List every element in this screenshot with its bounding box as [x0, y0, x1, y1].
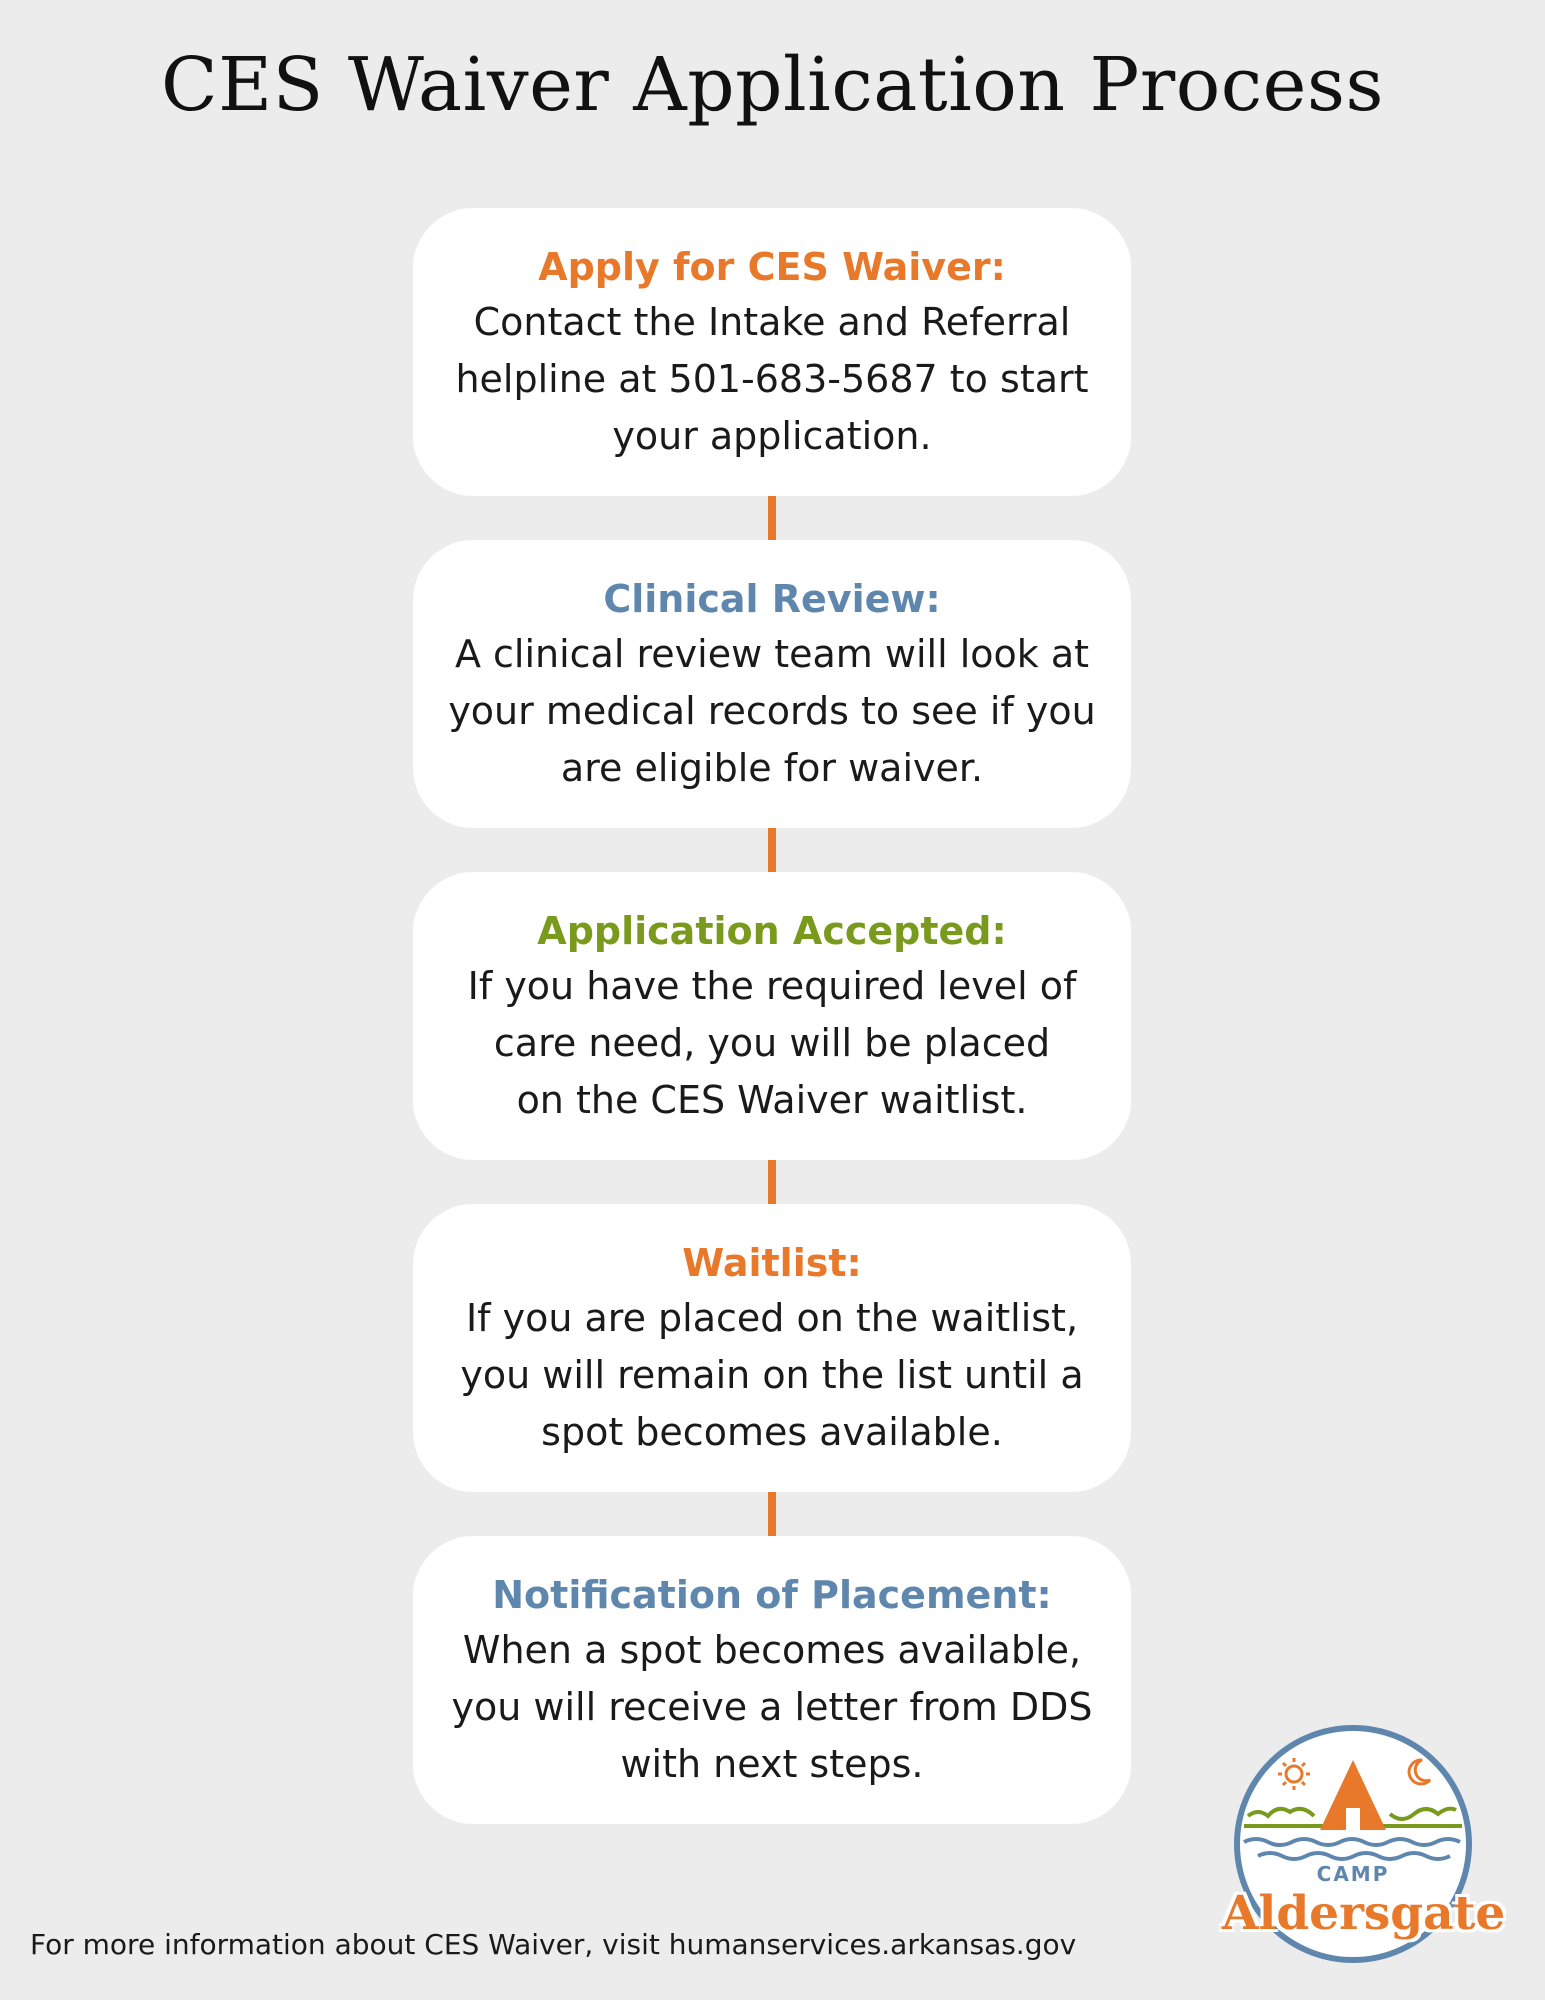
step-application-accepted	[413, 872, 1131, 1160]
connector-line	[768, 828, 776, 872]
page-title: CES Waiver Application Process	[161, 42, 1384, 128]
logo-emblem-icon	[1222, 1722, 1506, 1984]
connector-line	[768, 496, 776, 540]
footer-note: For more information about CES Waiver, visit humanservices.arkansas.gov	[30, 1928, 1077, 1961]
process-flowchart	[413, 208, 1131, 1824]
step-heading: Notification of Placement:	[492, 1572, 1052, 1617]
step-heading: Application Accepted:	[537, 908, 1007, 953]
step-clinical-review	[413, 540, 1131, 828]
step-body: Contact the Intake and Referral helpline at 501-683-5687 to start your application.	[455, 299, 1089, 458]
step-body: If you are placed on the waitlist, you will remain on the list until a spot becomes available.	[460, 1295, 1084, 1454]
step-waitlist	[413, 1204, 1131, 1492]
step-notification-of-placement	[413, 1536, 1131, 1824]
step-apply	[413, 208, 1131, 496]
step-heading: Apply for CES Waiver:	[538, 244, 1006, 289]
connector-line	[768, 1492, 776, 1536]
step-heading: Clinical Review:	[603, 576, 941, 621]
logo-camp-text: CAMP	[1316, 1862, 1390, 1886]
logo-name-text: Aldersgate	[1222, 1886, 1506, 1941]
connector-line	[768, 1160, 776, 1204]
step-body: When a spot becomes available, you will receive a letter from DDS with next steps.	[451, 1627, 1093, 1786]
step-body: A clinical review team will look at your medical records to see if you are eligible for waiver.	[448, 631, 1096, 790]
step-body: If you have the required level of care need, you will be placed on the CES Waiver waitlist.	[467, 963, 1077, 1122]
step-heading: Waitlist:	[682, 1240, 862, 1285]
camp-aldersgate-logo	[1222, 1722, 1506, 1984]
